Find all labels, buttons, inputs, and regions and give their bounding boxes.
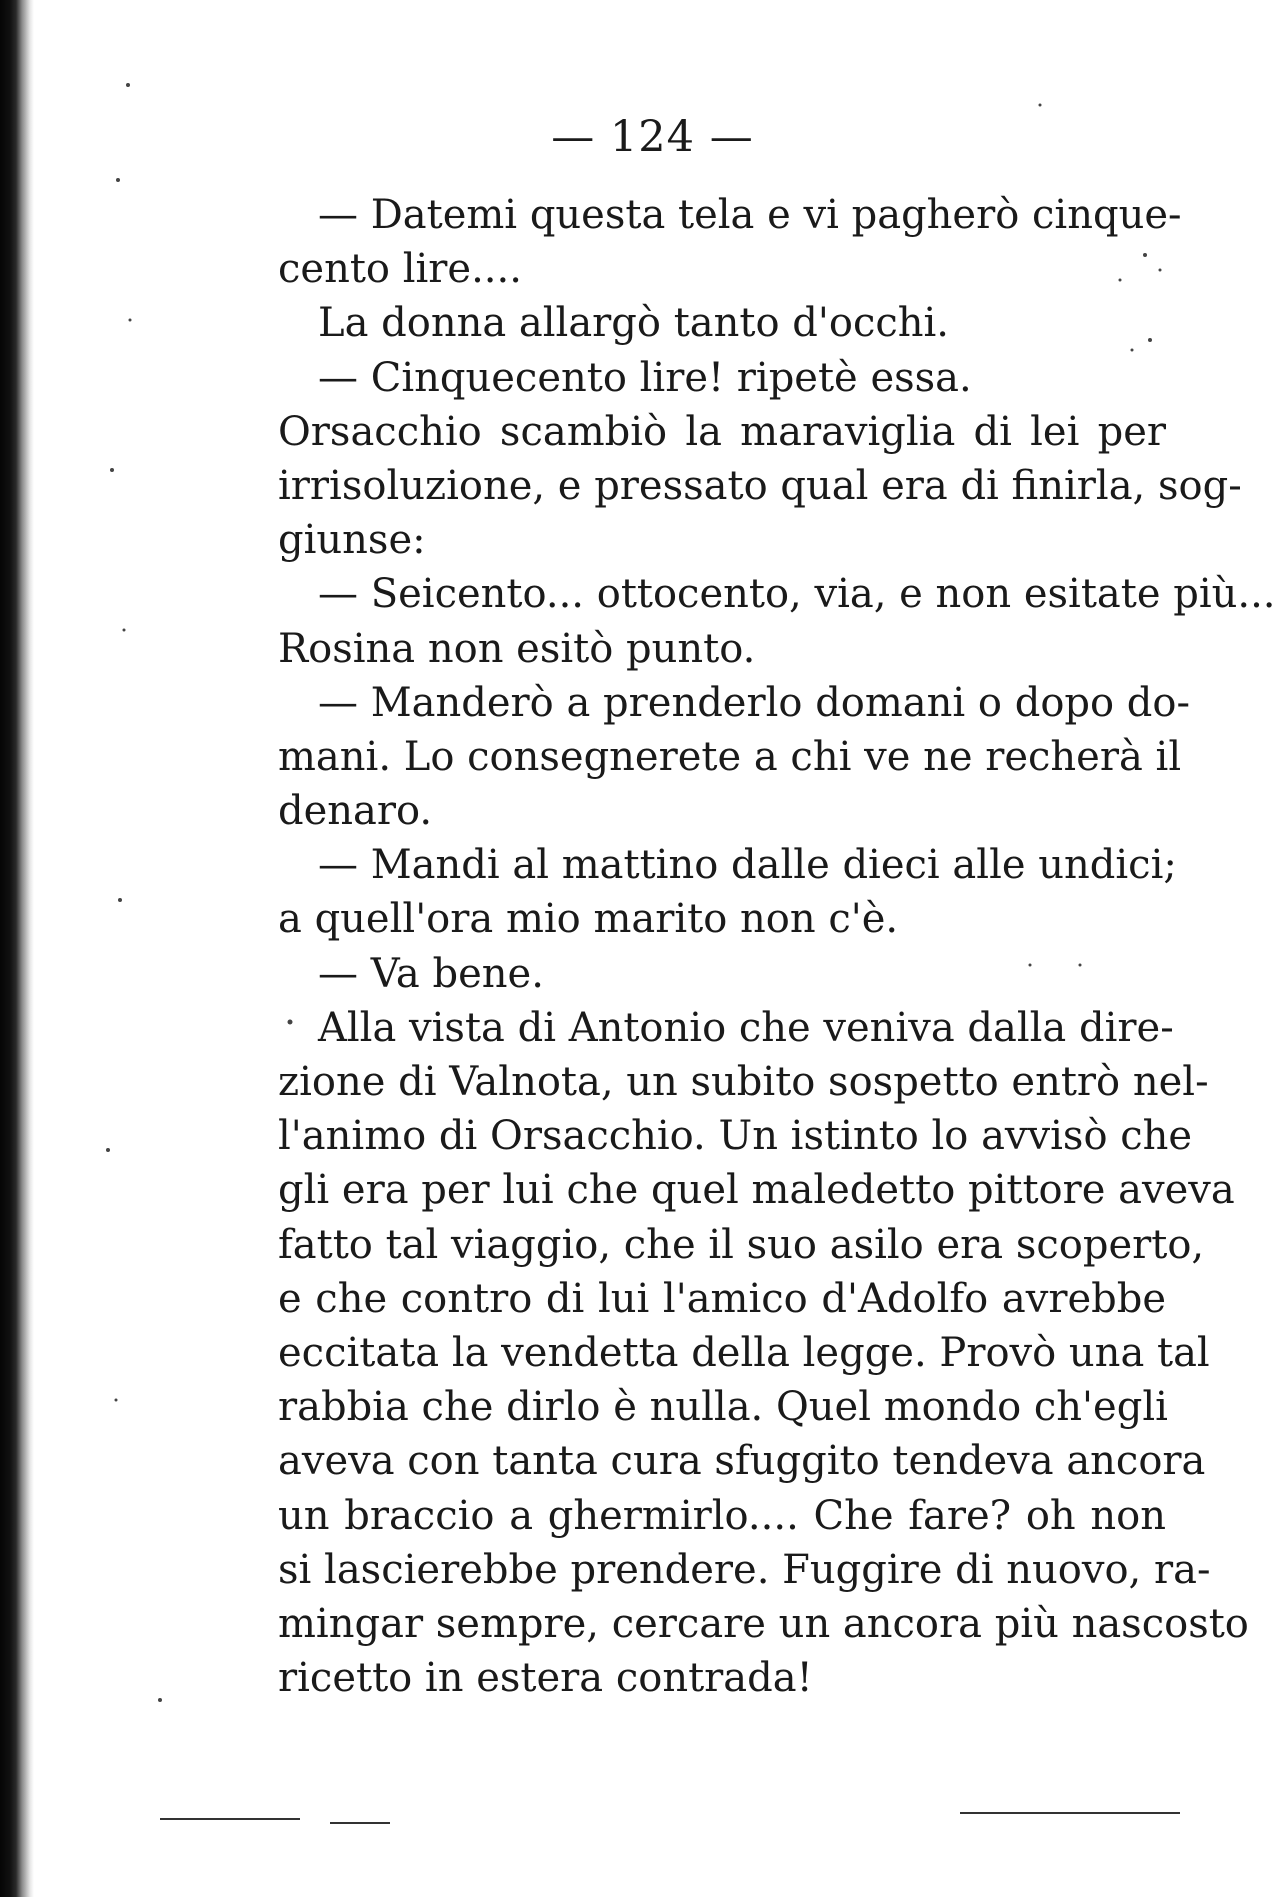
text-line: La donna allargò tanto d'occhi. <box>318 300 950 347</box>
text-line: — Datemi questa tela e vi pagherò cinque- <box>318 192 1182 238</box>
text-line: — Manderò a prenderlo domani o dopo do- <box>318 679 1191 726</box>
text-line: gli era per lui che quel maledetto pittore aveva <box>278 1167 1235 1214</box>
text-line: aveva con tanta cura sfuggito tendeva ancora <box>278 1438 1206 1485</box>
text-line: cento lire.... <box>278 246 522 293</box>
footer-rule-mid <box>330 1822 390 1824</box>
text-line: eccitata la vendetta della legge. Provò una tal <box>278 1329 1210 1376</box>
text-line: — Mandi al mattino dalle dieci alle undici; <box>318 842 1177 889</box>
text-line: l'animo di Orsacchio. Un istinto lo avvisò che <box>278 1113 1193 1160</box>
text-line: si lascierebbe prendere. Fuggire di nuovo, ra- <box>278 1546 1211 1593</box>
text-line: irrisoluzione, e pressato qual era di finirla, sog- <box>278 462 1242 509</box>
text-line: zione di Valnota, un subito sospetto entrò nel- <box>278 1059 1209 1105</box>
page-number-text: — 124 — <box>551 112 754 162</box>
text-line: giunse: <box>278 517 426 564</box>
footer-rule-right <box>960 1812 1180 1814</box>
text-line: — Seicento... ottocento, via, e non esitate più... <box>318 571 1276 618</box>
footer-rule-left <box>160 1818 300 1820</box>
text-line: e che contro di lui l'amico d'Adolfo avrebbe <box>278 1275 1166 1322</box>
text-line: — Cinquecento lire! ripetè essa. <box>318 354 972 401</box>
body-text <box>278 188 1276 1705</box>
text-line: ricetto in estera contrada! <box>278 1655 813 1702</box>
text-line: fatto tal viaggio, che il suo asilo era scoperto, <box>278 1221 1205 1268</box>
text-line: rabbia che dirlo è nulla. Quel mondo ch'egli <box>278 1384 1168 1431</box>
text-line: un braccio a ghermirlo.... Che fare? oh non <box>278 1492 1166 1539</box>
text-line: Orsacchio scambiò la maraviglia di lei per <box>278 408 1166 455</box>
text-line: — Va bene. <box>318 950 544 997</box>
text-line: a quell'ora mio marito non c'è. <box>278 896 899 943</box>
text-line: Alla vista di Antonio che veniva dalla dire- <box>318 1004 1174 1051</box>
text-line: mingar sempre, cercare un ancora più nascosto <box>278 1600 1249 1647</box>
text-line: mani. Lo consegnerete a chi ve ne recherà il <box>278 733 1182 780</box>
page-number <box>0 112 1209 162</box>
text-line: denaro. <box>278 788 433 835</box>
text-line: Rosina non esitò punto. <box>278 625 756 672</box>
